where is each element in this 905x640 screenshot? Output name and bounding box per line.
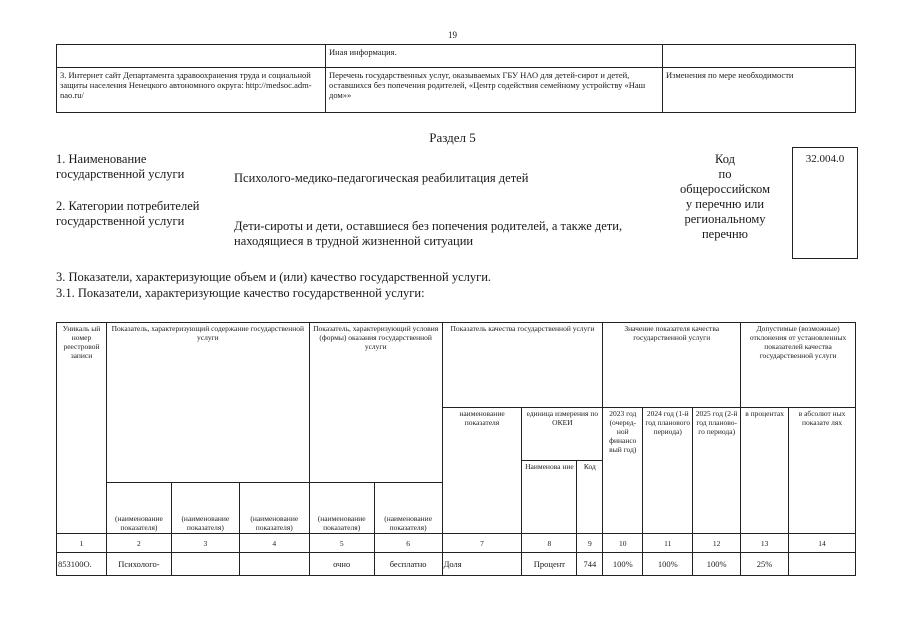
info-row <box>57 68 856 113</box>
table-cell <box>789 553 856 576</box>
label-line: 2. Категории потребителей <box>56 199 200 213</box>
table-cell: Психолого- <box>106 553 171 576</box>
column-number: 9 <box>577 534 603 553</box>
column-number: 3 <box>171 534 239 553</box>
column-number: 7 <box>442 534 522 553</box>
column-number: 10 <box>603 534 643 553</box>
header-absolute: в абсолют ных показате лях <box>789 408 856 534</box>
header-indicator-name: наименование показателя <box>442 408 522 534</box>
column-number: 14 <box>789 534 856 553</box>
code-value: 32.004.0 <box>805 153 845 165</box>
info-cell <box>663 45 856 68</box>
header-name-sub: (наименование показателя) <box>239 483 309 534</box>
table-cell: 744 <box>577 553 603 576</box>
header-unit-name: Наименова ние <box>522 461 577 534</box>
code-label-line: Код <box>715 152 735 166</box>
column-number: 2 <box>106 534 171 553</box>
code-label-line: по <box>718 167 732 181</box>
service-name-label <box>56 152 184 182</box>
code-label-line: региональному <box>684 212 766 226</box>
code-label <box>650 152 800 242</box>
column-number: 13 <box>741 534 789 553</box>
header-unique-number: Уникаль ый номер реестровой записи <box>57 323 107 534</box>
table-cell: 100% <box>643 553 693 576</box>
header-2023: 2023 год (очеред- ной финансо вый год) <box>603 408 643 534</box>
value-line: находящиеся в трудной жизненной ситуации <box>234 234 474 248</box>
table-cell: Доля <box>442 553 522 576</box>
code-label-line: у перечню или <box>685 197 765 211</box>
column-number: 8 <box>522 534 577 553</box>
info-table <box>56 44 856 113</box>
table-cell: 100% <box>693 553 741 576</box>
info-cell-frequency: Изменения по мере необходимости <box>663 68 856 113</box>
column-number: 1 <box>57 534 107 553</box>
consumer-category-label <box>56 199 199 229</box>
page-number: 19 <box>448 30 457 40</box>
header-unit: единица измерения по ОКЕИ <box>522 408 603 461</box>
table-cell: 25% <box>741 553 789 576</box>
header-value: Значение показателя качества государственной услуги <box>603 323 741 408</box>
table-cell: бесплатно <box>374 553 442 576</box>
header-deviation: Допустимые (возможные) отклонения от установленных показателей качества государственной услуги <box>741 323 856 408</box>
label-line: 1. Наименование <box>56 152 147 166</box>
table-row <box>57 553 856 576</box>
service-name-value: Психолого-медико-педагогическая реабилитация детей <box>234 171 529 185</box>
info-cell <box>57 45 326 68</box>
table-cell: очно <box>309 553 374 576</box>
table-cell <box>171 553 239 576</box>
info-cell: Иная информация. <box>326 45 663 68</box>
table-cell <box>239 553 309 576</box>
value-line: Дети-сироты и дети, оставшиеся без попечения родителей, а также дети, <box>234 219 623 233</box>
section-title: Раздел 5 <box>429 130 476 145</box>
info-cell-site: 3. Интернет сайт Департамента здравоохранения труда и социальной защиты населения Ненецкого автономного округа: http://medsoc.adm-nao.ru/ <box>57 68 326 113</box>
table-cell: Процент <box>522 553 577 576</box>
header-percent: в процентах <box>741 408 789 534</box>
header-2024: 2024 год (1-й год планового периода) <box>643 408 693 534</box>
header-unit-code: Код <box>577 461 603 534</box>
paragraph-3-1: 3.1. Показатели, характеризующие качество государственной услуги: <box>56 286 425 300</box>
label-line: государственной услуги <box>56 167 185 181</box>
header-name-sub: (наименование показателя) <box>309 483 374 534</box>
column-number: 5 <box>309 534 374 553</box>
header-quality: Показатель качества государственной услуги <box>442 323 603 408</box>
code-label-line: перечню <box>701 227 749 241</box>
header-conditions: Показатель, характеризующий условия (формы) оказания государственной услуги <box>309 323 442 483</box>
header-name-sub: (наименование показателя) <box>374 483 442 534</box>
table-cell: 853100О. <box>57 553 107 576</box>
paragraph-3: 3. Показатели, характеризующие объем и (или) качество государственной услуги. <box>56 270 492 284</box>
code-box <box>792 147 858 259</box>
column-number: 11 <box>643 534 693 553</box>
column-number: 12 <box>693 534 741 553</box>
column-number: 4 <box>239 534 309 553</box>
info-row <box>57 45 856 68</box>
info-cell-list: Перечень государственных услуг, оказываемых ГБУ НАО для детей-сирот и детей, оставшихся без попечения родителей, «Центр содействия семейному устройству «Наш дом»» <box>326 68 663 113</box>
code-label-line: общероссийском <box>680 182 770 196</box>
table-cell: 100% <box>603 553 643 576</box>
header-name-sub: (наименование показателя) <box>106 483 171 534</box>
quality-indicators-table <box>56 322 856 576</box>
label-line: государственной услуги <box>56 214 185 228</box>
header-row <box>57 323 856 408</box>
column-number: 6 <box>374 534 442 553</box>
consumer-category-value <box>234 219 622 249</box>
header-name-sub: (наименование показателя) <box>171 483 239 534</box>
header-content: Показатель, характеризующий содержание государственной услуги <box>106 323 309 483</box>
header-2025: 2025 год (2-й год планово- го периода) <box>693 408 741 534</box>
column-number-row <box>57 534 856 553</box>
